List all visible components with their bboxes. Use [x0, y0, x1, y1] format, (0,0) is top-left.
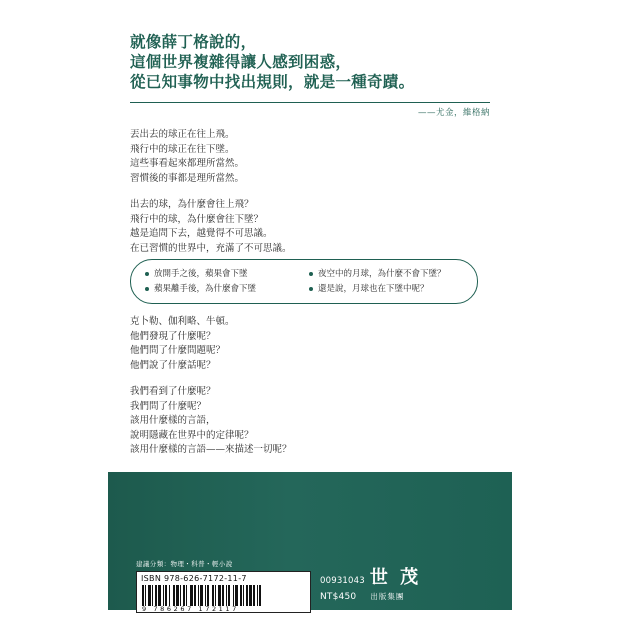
- bullet-item: [145, 267, 301, 282]
- paragraph-3-line-3: 他們問了什麼問題呢？: [130, 345, 226, 356]
- paragraph-3: [130, 315, 490, 373]
- paragraph-4-line-4: 說明隱藏在世界中的定律呢？: [130, 429, 254, 441]
- bullet-item: [309, 267, 465, 282]
- publisher-name: 世 茂: [369, 567, 422, 588]
- bullet-label: 蘋果離手後，為什麼會下墜: [154, 284, 257, 294]
- paragraph-1-line-4: 習慣後的事都是理所當然。: [130, 172, 245, 184]
- bullet-item: [145, 282, 301, 297]
- paragraph-2-line-1: 出去的球，為什麼會往上飛？: [130, 199, 254, 210]
- bullet-dot-icon: [309, 287, 313, 291]
- paragraph-2-line-4: 在已習慣的世界中，充滿了不可思議。: [130, 242, 292, 254]
- body-text-upper: [130, 128, 490, 268]
- paragraph-4-line-5: 該用什麼樣的言語——來描述一切呢？: [130, 444, 292, 455]
- bullet-dot-icon: [145, 287, 149, 291]
- headline-line-1: 就像薛丁格說的，: [130, 32, 257, 51]
- paragraph-3-line-2: 他們發現了什麼呢？: [130, 330, 216, 342]
- price-row: [320, 591, 421, 602]
- footer-green-panel: [108, 472, 512, 613]
- barcode-card: [136, 571, 311, 613]
- paragraph-2-line-3: 越是追問下去，越覺得不可思議。: [130, 228, 273, 239]
- paragraph-2-line-2: 飛行中的球，為什麼會往下墜？: [130, 213, 264, 225]
- paragraph-3-line-1: 克卜勒、伽利略、牛頓。: [130, 316, 235, 327]
- paragraph-1: [130, 128, 490, 186]
- quote-attribution: ——尤金，維格納: [417, 108, 490, 118]
- paragraph-4-line-3: 該用什麼樣的言語，: [130, 415, 216, 426]
- headline-divider: [130, 102, 490, 103]
- headline-line-3: 從已知事物中找出規則，就是一種奇蹟。: [130, 72, 415, 91]
- bullet-dot-icon: [309, 272, 313, 276]
- bullet-column-left: [145, 267, 301, 303]
- paragraph-4-line-2: 我們問了什麼呢？: [130, 400, 207, 412]
- publisher-code: 00931043: [320, 576, 365, 586]
- paragraph-4-line-1: 我們看到了什麼呢？: [130, 386, 216, 397]
- question-bullet-box: [130, 259, 478, 304]
- paragraph-1-line-1: 丟出去的球正在往上飛。: [130, 129, 235, 140]
- price-label: NT$450: [320, 592, 357, 602]
- headline-quote: [130, 32, 490, 92]
- isbn-text: ISBN 978-626-7172-11-7: [141, 574, 247, 583]
- publisher-name-row: [320, 568, 421, 588]
- paragraph-1-line-2: 飛行中的球正在往下墜。: [130, 143, 235, 155]
- publisher-block: [320, 568, 421, 602]
- paragraph-2: [130, 198, 490, 256]
- bullet-item: [309, 282, 465, 297]
- paragraph-4: [130, 385, 490, 458]
- bullet-label: 還是說，月球也在下墜中呢？: [318, 284, 429, 294]
- bullet-label: 夜空中的月球，為什麼不會下墜？: [318, 269, 446, 279]
- paragraph-3-line-4: 他們說了什麼話呢？: [130, 359, 216, 371]
- barcode-bars-icon: [142, 585, 306, 606]
- category-suggestion: 建議分類：物理・科普・輕小說: [136, 560, 233, 568]
- bullet-label: 放開手之後，蘋果會下墜: [154, 269, 248, 279]
- bullet-dot-icon: [145, 272, 149, 276]
- isbn-block: [136, 559, 336, 613]
- book-back-cover: [108, 10, 512, 613]
- bullet-columns: [131, 260, 477, 303]
- bullet-column-right: [301, 267, 465, 303]
- headline-line-2: 這個世界複雜得讓人感到困惑，: [130, 52, 352, 71]
- publisher-group-label: 出版集團: [370, 592, 405, 601]
- body-text-lower: [130, 315, 490, 470]
- barcode-digits: 9 786267 172117: [142, 605, 239, 613]
- paragraph-1-line-3: 這些事看起來都理所當然。: [130, 158, 245, 169]
